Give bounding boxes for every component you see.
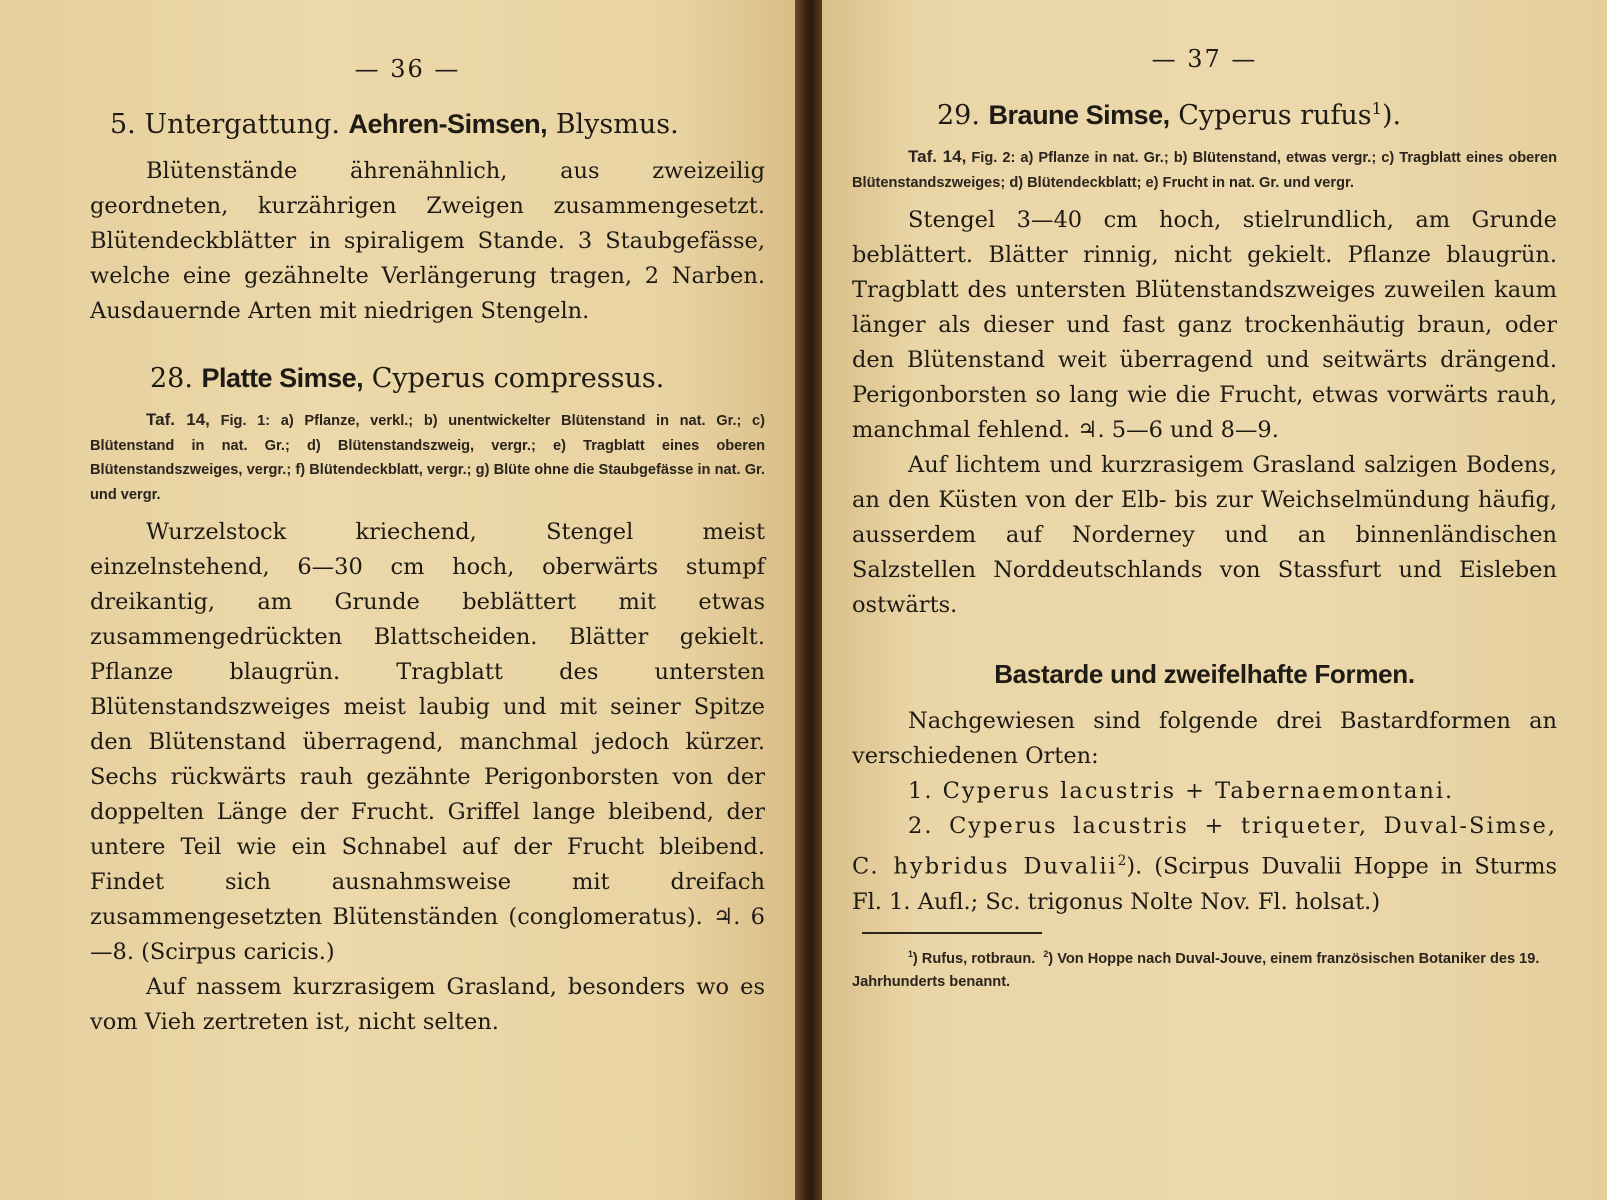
species-latin-end: ).: [1381, 100, 1402, 131]
species-latin: Cyperus rufus: [1178, 100, 1372, 131]
footnote-ref: 1: [1371, 99, 1382, 118]
species-latin: Cyperus compressus.: [371, 363, 665, 394]
plate-caption: [90, 408, 765, 507]
plate-caption-text: Fig. 1: a) Pflanze, verkl.; b) unentwickelter Blütenstand in nat. Gr.; c) Blütenstand in nat. Gr.; d) Blütenstandszweig, vergr.; e) Tragblatt eines oberen Blütenstandszweiges, vergr.; f) Blütendeckblatt, vergr.; g) Blüte ohne die Staubgefässe in nat. Gr. und vergr.: [90, 413, 765, 503]
taf-label: Taf. 14,: [146, 410, 210, 429]
footnote-rule: [862, 932, 1042, 934]
footnote-ref: 2: [1117, 853, 1127, 869]
species-name: Braune Simse,: [988, 100, 1170, 130]
footnote-2: ) Von Hoppe nach Duval-Jouve, einem französischen Botaniker des 19. Jahrhunderts benannt.: [852, 950, 1540, 991]
species-number: 28.: [150, 363, 193, 394]
plate-caption-text: Fig. 2: a) Pflanze in nat. Gr.; b) Blütenstand, etwas vergr.; c) Tragblatt eines oberen Blütenstandszweiges; d) Blütendeckblatt; e) Frucht in nat. Gr. und vergr.: [852, 150, 1557, 191]
hybrid-item-2: [852, 809, 1557, 920]
footnote-mark-2: 2: [1043, 948, 1049, 959]
subgenus-heading: [110, 109, 765, 140]
species-number: 29.: [937, 100, 980, 131]
species-heading: [937, 99, 1557, 131]
hybrid-item-1: 1. Cyperus lacustris + Tabernaemontani.: [908, 778, 1455, 804]
right-page: [822, 0, 1607, 1200]
subgenus-prefix: 5. Untergattung.: [110, 109, 340, 140]
species-description: Stengel 3—40 cm hoch, stielrundlich, am Grunde beblättert. Blätter rinnig, nicht gekielt. Pflanze blaugrün. Tragblatt des untersten Blütenstandszweiges zuweilen kaum länger als dieser und fast ganz trockenhäutig braun, oder den Blütenstand weit überragend und seitwärts drängend. Perigonborsten so lang wie die Frucht, etwas vorwärts rauh, manchmal fehlend. ♃. 5—6 und 8—9.: [852, 207, 1557, 443]
subgenus-name: Aehren-Simsen,: [348, 109, 548, 139]
hybrids-heading: Bastarde und zweifelhafte Formen.: [994, 659, 1415, 689]
hybrid-2-name: 2. Cyperus lacustris + triqueter, Duval-Simse, C. hybridus Duvalii: [852, 813, 1557, 880]
footnote-mark-1: 1: [908, 948, 913, 959]
species-habitat: Auf nassem kurzrasigem Grasland, besonders wo es vom Vieh zertreten ist, nicht selten.: [90, 974, 765, 1035]
page-number: — 37 —: [1151, 45, 1258, 73]
book-gutter: [795, 0, 822, 1200]
subgenus-text: Blütenstände ährenähnlich, aus zweizeilig geordneten, kurzährigen Zweigen zusammengesetzt. Blütendeckblätter in spiraligem Stande. 3 Staubgefässe, welche eine gezähnelte Verlängerung tragen, 2 Narben. Ausdauernde Arten mit niedrigen Stengeln.: [90, 158, 765, 324]
page-number: — 36 —: [354, 55, 461, 83]
plate-caption: [852, 145, 1557, 195]
species-name: Platte Simse,: [201, 363, 364, 393]
footnotes: [852, 942, 1557, 995]
hybrid-2-synonyms: ). (Scirpus Duvalii Hoppe in Sturms Fl. 1. Aufl.; Sc. trigonus Nolte Nov. Fl. holsat.): [852, 853, 1557, 915]
footnote-1: ) Rufus, rotbraun.: [912, 950, 1036, 967]
left-page: [0, 0, 795, 1200]
species-habitat: Auf lichtem und kurzrasigem Grasland salzigen Bodens, an den Küsten von der Elb- bis zur Weichselmündung häufig, ausserdem auf Norderney und an binnenländischen Salzstellen Norddeutschlands von Stassfurt und Eisleben ostwärts.: [852, 452, 1557, 618]
species-description: Wurzelstock kriechend, Stengel meist einzelnstehend, 6—30 cm hoch, oberwärts stumpf dreikantig, am Grunde beblättert mit etwas zusammengedrückten Blattscheiden. Blätter gekielt. Pflanze blaugrün. Tragblatt des untersten Blütenstandszweiges meist laubig und mit seiner Spitze den Blütenstand überragend, manchmal jedoch kürzer. Sechs rückwärts rauh gezähnte Perigonborsten von der doppelten Länge der Frucht. Griffel lange bleibend, der untere Teil wie ein Schnabel auf der Frucht bleibend. Findet sich ausnahmsweise mit dreifach zusammengesetzten Blütenständen (conglomeratus). ♃. 6—8. (Scirpus caricis.): [90, 519, 765, 965]
species-heading: [150, 363, 765, 394]
subgenus-latin: Blysmus.: [555, 109, 679, 140]
taf-label: Taf. 14,: [908, 147, 967, 166]
hybrids-intro: Nachgewiesen sind folgende drei Bastardformen an verschiedenen Orten:: [852, 708, 1557, 769]
